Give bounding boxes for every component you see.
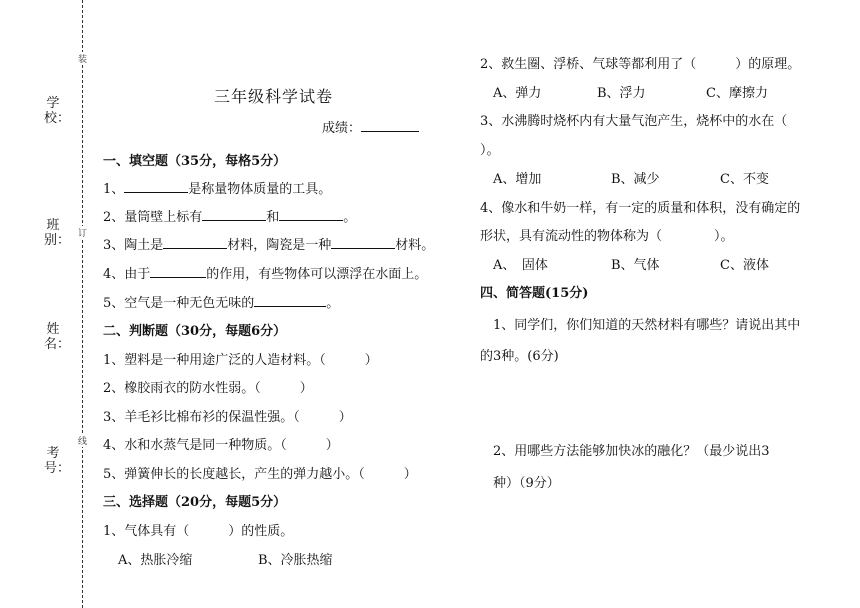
section-3-heading: 三、选择题（20分，每题5分）	[103, 495, 287, 510]
sec1-q5-post: 。	[326, 296, 340, 311]
sec2-item-2: 2、橡胶雨衣的防水性弱。（ ）	[103, 381, 313, 396]
side-label-name: 姓名：	[44, 322, 71, 352]
sec3-q1-text: 1、气体具有（ ）的性质。	[103, 524, 294, 539]
score-blank[interactable]	[361, 119, 419, 132]
sec4-q1-line2: 的3种。(6分)	[480, 349, 559, 364]
sec2-item-1: 1、塑料是一种用途广泛的人造材料。（ ）	[103, 353, 378, 368]
binding-mark-xian: 线	[78, 434, 87, 447]
section-2-heading: 二、判断题（30分，每题6分）	[103, 324, 287, 339]
sec1-q1-blank[interactable]	[124, 180, 188, 193]
sec1-q3-blank-1[interactable]	[163, 236, 227, 249]
sec1-q5	[103, 292, 339, 311]
sec3-q4-option-c: C、液体	[720, 258, 769, 273]
sec1-q5-blank[interactable]	[254, 294, 326, 307]
sec3-q4-option-b: B、气体	[611, 258, 660, 273]
sec1-q2-blank-2[interactable]	[279, 208, 343, 221]
sec3-q3-text-line1: 3、水沸腾时烧杯内有大量气泡产生，烧杯中的水在（	[480, 114, 788, 129]
score-line	[322, 117, 419, 136]
sec4-q1-line1: 1、同学们，你们知道的天然材料有哪些？请说出其中	[493, 318, 801, 333]
exam-title: 三年级科学试卷	[214, 87, 334, 106]
sec1-q2-blank-1[interactable]	[202, 208, 266, 221]
sec1-q4-blank[interactable]	[150, 265, 206, 278]
sec1-q1	[103, 178, 331, 197]
sec1-q3-pre: 3、陶土是	[103, 238, 164, 253]
sec1-q2-post: 。	[343, 210, 357, 225]
binding-mark-ding: 订	[78, 226, 87, 239]
binding-mark-zhuang: 装	[78, 52, 87, 65]
sec1-q1-pre: 1、	[103, 182, 125, 197]
side-label-id: 考号：	[44, 446, 71, 476]
score-label: 成绩：	[322, 121, 362, 136]
sec4-q2-line1: 2、用哪些方法能够加快冰的融化？（最少说出3	[493, 444, 770, 459]
sec3-q3-option-c: C、不变	[720, 172, 769, 187]
sec1-q5-pre: 5、空气是一种无色无味的	[103, 296, 255, 311]
section-4-heading: 四、简答题(15分)	[480, 286, 589, 301]
sec3-q4-text-line1: 4、像水和牛奶一样，有一定的质量和体积，没有确定的	[480, 201, 801, 216]
sec3-q2-option-a: A、弹力	[493, 86, 542, 101]
sec4-q2-line2: 种）（9分）	[493, 476, 560, 491]
side-label-school: 学校：	[44, 96, 71, 126]
sec3-q4-text-line2: 形状，具有流动性的物体称为（ ）。	[480, 229, 734, 244]
section-1-heading: 一、填空题（35分，每格5分）	[103, 154, 287, 169]
sec3-q4-option-a: A、 固体	[493, 258, 548, 273]
sec3-q2-text: 2、救生圈、浮桥、气球等都利用了（ ）的原理。	[480, 57, 801, 72]
binding-dashed-line	[82, 0, 83, 608]
sec1-q3	[103, 234, 434, 253]
sec2-item-4: 4、水和水蒸气是同一种物质。（ ）	[103, 438, 339, 453]
sec3-q3-option-b: B、减少	[611, 172, 660, 187]
sec1-q3-mid: 材料，陶瓷是一种	[227, 238, 332, 253]
sec1-q2-pre: 2、量筒壁上标有	[103, 210, 203, 225]
sec1-q3-post: 材料。	[395, 238, 435, 253]
sec1-q2	[103, 206, 356, 225]
sec1-q4-post: 的作用，有些物体可以漂浮在水面上。	[206, 267, 428, 282]
sec1-q2-mid: 和	[266, 210, 280, 225]
sec2-item-5: 5、弹簧伸长的长度越长，产生的弹力越小。（ ）	[103, 467, 417, 482]
sec1-q4	[103, 263, 427, 282]
sec3-q3-option-a: A、增加	[493, 172, 542, 187]
sec1-q3-blank-2[interactable]	[331, 236, 395, 249]
sec1-q1-post: 是称量物体质量的工具。	[188, 182, 332, 197]
sec3-q1-option-b: B、冷胀热缩	[258, 553, 333, 568]
sec3-q2-option-b: B、浮力	[597, 86, 646, 101]
sec2-item-3: 3、羊毛衫比棉布衫的保温性强。（ ）	[103, 410, 352, 425]
side-label-class: 班别：	[44, 218, 71, 248]
sec1-q4-pre: 4、由于	[103, 267, 151, 282]
sec3-q1-option-a: A、热胀冷缩	[118, 553, 193, 568]
sec3-q3-text-line2: ）。	[480, 143, 500, 158]
sec3-q2-option-c: C、摩擦力	[706, 86, 768, 101]
